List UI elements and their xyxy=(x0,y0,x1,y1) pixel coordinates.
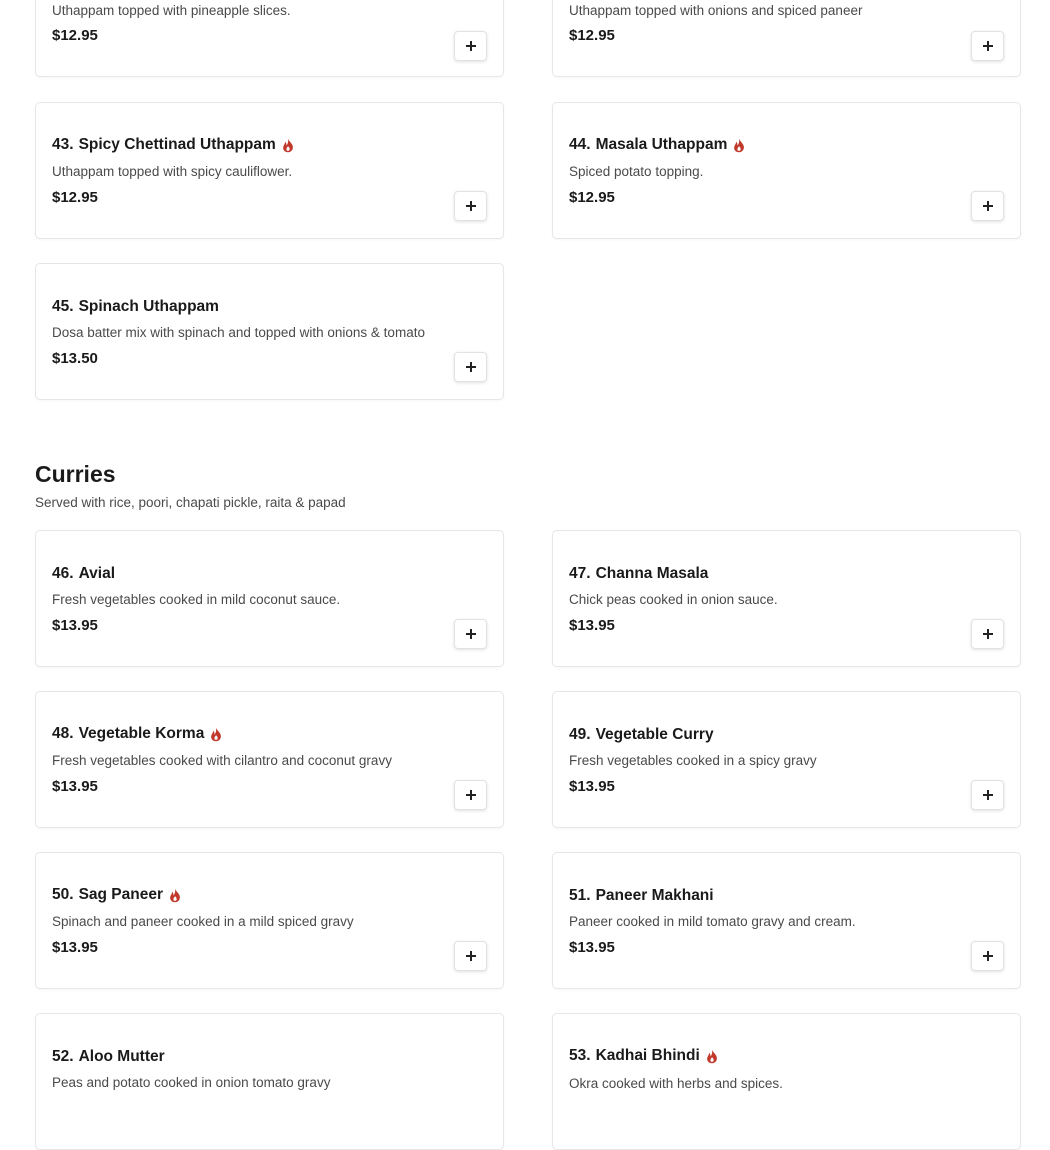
item-name: Kadhai Bhindi xyxy=(595,1047,700,1064)
item-name: Sag Paneer xyxy=(78,886,163,903)
item-price: $12.95 xyxy=(569,189,615,206)
item-name: Masala Uthappam xyxy=(595,136,728,153)
item-description: Paneer cooked in mild tomato gravy and cream. xyxy=(569,914,856,929)
item-title xyxy=(569,726,714,744)
item-number: 43. xyxy=(52,136,74,153)
item-price: $12.95 xyxy=(569,27,615,44)
plus-icon xyxy=(466,41,476,51)
item-description: Dosa batter mix with spinach and topped with onions & tomato xyxy=(52,325,425,340)
item-description: Uthappam topped with spicy cauliflower. xyxy=(52,164,293,179)
item-name: Spicy Chettinad Uthappam xyxy=(78,136,276,153)
menu-item-card[interactable] xyxy=(35,1013,504,1150)
item-name: Channa Masala xyxy=(595,565,709,582)
spicy-icon xyxy=(210,727,222,742)
add-item-button[interactable] xyxy=(454,352,487,382)
item-number: 46. xyxy=(52,565,74,582)
add-item-button[interactable] xyxy=(454,31,487,61)
menu-item-card[interactable] xyxy=(35,852,504,989)
item-description: Spiced potato topping. xyxy=(569,164,704,179)
item-title xyxy=(52,1048,165,1066)
item-name: Spinach Uthappam xyxy=(78,298,219,315)
item-title xyxy=(569,887,714,905)
add-item-button[interactable] xyxy=(454,191,487,221)
item-title xyxy=(52,565,115,583)
item-name: Vegetable Korma xyxy=(78,725,205,742)
item-price: $13.95 xyxy=(52,617,98,634)
plus-icon xyxy=(466,201,476,211)
menu-item-card[interactable] xyxy=(35,0,504,77)
item-title xyxy=(52,886,181,904)
item-number: 50. xyxy=(52,886,74,903)
add-item-button[interactable] xyxy=(971,31,1004,61)
item-number: 52. xyxy=(52,1048,74,1065)
item-description: Okra cooked with herbs and spices. xyxy=(569,1076,783,1091)
item-title xyxy=(52,136,294,154)
menu-item-card[interactable] xyxy=(35,263,504,400)
plus-icon xyxy=(466,362,476,372)
item-name: Vegetable Curry xyxy=(595,726,714,743)
item-title xyxy=(569,565,708,583)
item-price: $13.95 xyxy=(569,778,615,795)
plus-icon xyxy=(983,629,993,639)
item-description: Uthappam topped with onions and spiced paneer xyxy=(569,3,863,18)
item-price: $13.95 xyxy=(569,939,615,956)
spicy-icon xyxy=(733,138,745,153)
item-title xyxy=(52,298,219,316)
item-price: $12.95 xyxy=(52,27,98,44)
add-item-button[interactable] xyxy=(454,780,487,810)
add-item-button[interactable] xyxy=(971,941,1004,971)
item-number: 51. xyxy=(569,887,591,904)
plus-icon xyxy=(983,201,993,211)
plus-icon xyxy=(466,790,476,800)
menu-item-card[interactable] xyxy=(35,102,504,239)
spicy-icon xyxy=(169,888,181,903)
menu-item-card[interactable] xyxy=(552,1013,1021,1150)
add-item-button[interactable] xyxy=(454,619,487,649)
plus-icon xyxy=(983,790,993,800)
item-number: 49. xyxy=(569,726,591,743)
menu-item-card[interactable] xyxy=(552,691,1021,828)
add-item-button[interactable] xyxy=(971,619,1004,649)
item-description: Spinach and paneer cooked in a mild spiced gravy xyxy=(52,914,354,929)
item-description: Uthappam topped with pineapple slices. xyxy=(52,3,291,18)
item-title xyxy=(569,136,745,154)
spicy-icon xyxy=(706,1049,718,1064)
plus-icon xyxy=(983,41,993,51)
item-title xyxy=(569,1047,718,1065)
item-name: Aloo Mutter xyxy=(78,1048,165,1065)
section-title: Curries xyxy=(35,461,116,487)
item-number: 48. xyxy=(52,725,74,742)
section-subtitle: Served with rice, poori, chapati pickle, raita & papad xyxy=(35,495,346,510)
item-number: 47. xyxy=(569,565,591,582)
item-name: Paneer Makhani xyxy=(595,887,714,904)
item-description: Chick peas cooked in onion sauce. xyxy=(569,592,778,607)
item-description: Fresh vegetables cooked in a spicy gravy xyxy=(569,753,817,768)
plus-icon xyxy=(983,951,993,961)
item-description: Fresh vegetables cooked in mild coconut sauce. xyxy=(52,592,341,607)
item-name: Avial xyxy=(78,565,116,582)
item-description: Fresh vegetables cooked with cilantro and coconut gravy xyxy=(52,753,392,768)
plus-icon xyxy=(466,951,476,961)
item-title xyxy=(52,725,222,743)
item-number: 45. xyxy=(52,298,74,315)
item-price: $13.95 xyxy=(52,778,98,795)
menu-item-card[interactable] xyxy=(552,0,1021,77)
item-price: $12.95 xyxy=(52,189,98,206)
spicy-icon xyxy=(282,138,294,153)
item-number: 53. xyxy=(569,1047,591,1064)
item-price: $13.95 xyxy=(52,939,98,956)
menu-item-card[interactable] xyxy=(35,691,504,828)
item-description: Peas and potato cooked in onion tomato gravy xyxy=(52,1075,331,1090)
menu-item-card[interactable] xyxy=(35,530,504,667)
item-price: $13.95 xyxy=(569,617,615,634)
item-price: $13.50 xyxy=(52,350,98,367)
menu-item-card[interactable] xyxy=(552,852,1021,989)
add-item-button[interactable] xyxy=(454,941,487,971)
menu-item-card[interactable] xyxy=(552,102,1021,239)
menu-item-card[interactable] xyxy=(552,530,1021,667)
plus-icon xyxy=(466,629,476,639)
item-number: 44. xyxy=(569,136,591,153)
add-item-button[interactable] xyxy=(971,191,1004,221)
add-item-button[interactable] xyxy=(971,780,1004,810)
